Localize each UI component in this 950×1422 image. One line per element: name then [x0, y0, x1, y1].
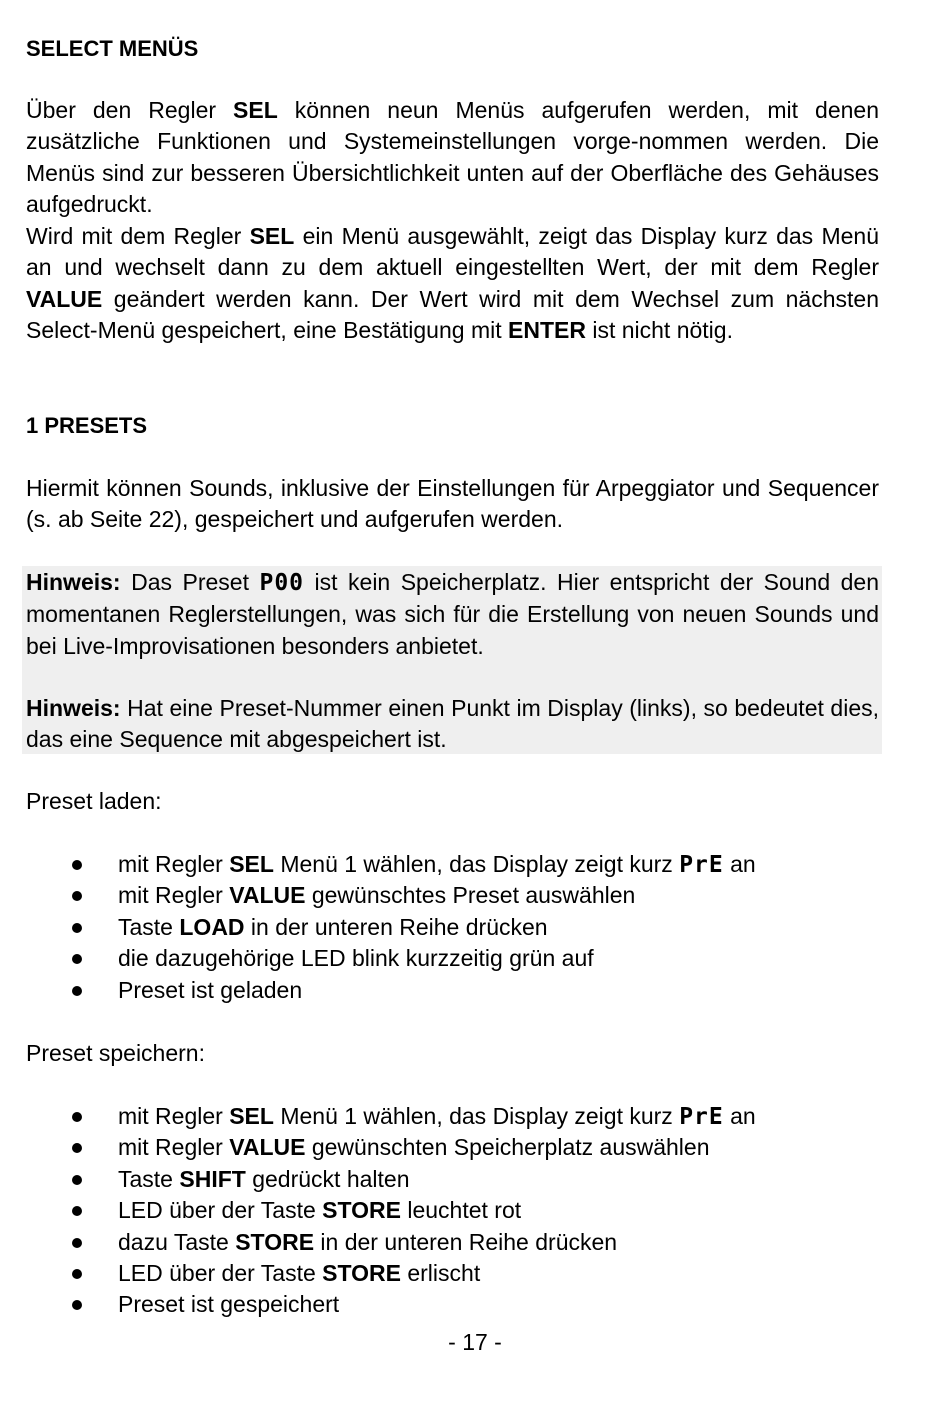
preset-load-steps: [0, 849, 756, 1006]
list-item: [0, 1101, 756, 1132]
list-item: [0, 912, 756, 943]
text: in der unteren Reihe drücken: [244, 913, 548, 940]
bullet-icon: [72, 1206, 82, 1216]
note-2: [26, 693, 879, 756]
preset-save-steps: [0, 1101, 756, 1321]
text: mit Regler: [118, 1134, 230, 1161]
bullet-icon: [72, 923, 82, 933]
bullet-icon: [72, 1269, 82, 1279]
display-readout: P00: [259, 570, 305, 596]
list-item: [0, 1132, 756, 1163]
text: Menü 1 wählen, das Display zeigt kurz: [273, 851, 680, 877]
bullet-icon: [72, 954, 82, 964]
text: LED über der Taste: [118, 1259, 323, 1286]
page-number: - 17 -: [448, 1329, 502, 1355]
control-name: STORE: [322, 1197, 401, 1224]
text: in der unteren Reihe drücken: [314, 1228, 618, 1255]
display-readout: PrE: [679, 852, 724, 878]
text: Das Preset: [120, 569, 260, 595]
display-readout: PrE: [679, 1104, 724, 1130]
list-item: [0, 849, 756, 880]
bullet-icon: [72, 986, 82, 996]
preset-save-label: Preset speichern:: [26, 1040, 205, 1066]
intro-paragraph-2: [26, 221, 879, 347]
presets-intro-paragraph: Hiermit können Sounds, inklusive der Einstellungen für Arpeggiator und Sequencer (s. ab Seite 22), gespeichert und aufgerufen werden.: [26, 475, 879, 533]
list-item: [0, 1227, 756, 1258]
control-name: ENTER: [508, 317, 586, 344]
text: leuchtet rot: [400, 1197, 522, 1224]
text: an: [723, 851, 756, 877]
control-name: VALUE: [26, 285, 103, 312]
text: mit Regler: [118, 882, 230, 909]
bullet-icon: [72, 1175, 82, 1185]
text: Über den Regler: [26, 97, 234, 123]
text: Hat eine Preset-Nummer einen Punkt im Display (links), so bedeutet dies, das eine Sequence mit abgespeichert ist.: [26, 695, 879, 753]
note-label: Hinweis:: [26, 569, 121, 595]
list-item: [0, 1258, 756, 1289]
section-heading-presets: 1 PRESETS: [26, 413, 148, 438]
list-item: [0, 975, 756, 1006]
preset-load-label: Preset laden:: [26, 788, 162, 814]
control-name: VALUE: [229, 882, 306, 909]
list-item: [0, 1195, 756, 1226]
text: können neun Menüs aufgerufen werden, mit denen zusätzliche Funktionen und Systemeinstellungen vorge-nommen werden. Die Menüs sind zur besseren Übersichtlichkeit unten auf der Oberfläche des Gehäuses aufgedruckt.: [26, 97, 879, 218]
control-name: STORE: [235, 1228, 315, 1255]
list-item: [0, 943, 756, 974]
text: ein Menü ausgewählt, zeigt das Display kurz das Menü an und wechselt dann zu dem aktuell eingestellten Wert, der mit dem Regler: [26, 223, 880, 281]
text: mit Regler: [118, 1103, 230, 1129]
bullet-icon: [72, 1112, 82, 1122]
text: gewünschten Speicherplatz auswählen: [305, 1134, 710, 1161]
bullet-icon: [72, 860, 82, 870]
text: die dazugehörige LED blink kurzzeitig grün auf: [118, 945, 594, 972]
text: erlischt: [400, 1259, 481, 1286]
text: LED über der Taste: [118, 1197, 323, 1224]
note-label: Hinweis:: [26, 695, 121, 721]
control-name: SEL: [229, 1103, 274, 1129]
text: Wird mit dem Regler: [26, 223, 250, 249]
note-1: [26, 567, 879, 662]
control-name: SHIFT: [179, 1165, 246, 1192]
text: Preset ist geladen: [118, 976, 303, 1003]
text: dazu Taste: [118, 1228, 236, 1255]
text: gedrückt halten: [245, 1165, 410, 1192]
list-item: [0, 1164, 756, 1195]
text: Menü 1 wählen, das Display zeigt kurz: [273, 1103, 680, 1129]
text: ist kein Speicherplatz. Hier entspricht der Sound den momentanen Reglerstellungen, was sich für die Erstellung von neuen Sounds und bei Live-Improvisationen besonders anbietet.: [26, 569, 879, 659]
bullet-icon: [72, 1300, 82, 1310]
section-heading-select-menus: SELECT MENÜS: [26, 36, 199, 61]
bullet-icon: [72, 891, 82, 901]
text: mit Regler: [118, 851, 230, 877]
bullet-icon: [72, 1143, 82, 1153]
text: Preset ist gespeichert: [118, 1291, 340, 1318]
list-item: [0, 1289, 756, 1320]
text: an: [723, 1103, 756, 1129]
control-name: SEL: [249, 223, 295, 249]
list-item: [0, 880, 756, 911]
control-name: SEL: [229, 851, 274, 877]
control-name: LOAD: [179, 913, 245, 940]
bullet-icon: [72, 1238, 82, 1248]
text: geändert werden kann. Der Wert wird mit dem Wechsel zum nächsten Select-Menü gespeichert, eine Bestätigung mit: [26, 285, 879, 344]
control-name: VALUE: [229, 1134, 306, 1161]
control-name: STORE: [322, 1259, 401, 1286]
control-name: SEL: [233, 97, 278, 123]
text: ist nicht nötig.: [585, 317, 733, 344]
text: Taste: [118, 1165, 180, 1192]
text: Taste: [118, 913, 180, 940]
text: gewünschtes Preset auswählen: [305, 882, 636, 909]
intro-paragraph-1: [26, 95, 879, 221]
